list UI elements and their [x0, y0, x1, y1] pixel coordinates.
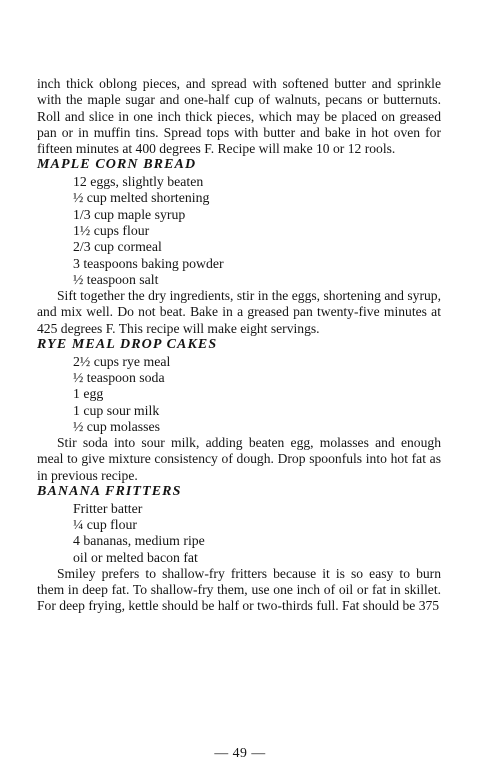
ingredient-item: 4 bananas, medium ripe	[73, 533, 205, 549]
ingredient-item: 2/3 cup cormeal	[73, 239, 162, 255]
ingredient-item: 1 egg	[73, 386, 104, 402]
ingredient-item: ½ cup molasses	[73, 418, 160, 434]
instructions-banana-fritters: Smiley prefers to shallow-fry fritters because it is so easy to burn them in deep fat. To shallow-fry them, use one inch of oil or fat in skillet. For deep frying, kettle should be half or two-thirds full. Fat should be 375	[37, 565, 441, 614]
ingredient-list-banana-fritters	[37, 501, 441, 566]
recipe-title-banana-fritters: BANANA FRITTERS	[37, 484, 182, 500]
cookbook-page	[37, 76, 441, 615]
ingredient-item: 3 teaspoons baking powder	[73, 255, 224, 271]
ingredient-item: oil or melted bacon fat	[73, 549, 198, 565]
ingredient-item: ½ cup melted shortening	[73, 190, 210, 206]
intro-paragraph: inch thick oblong pieces, and spread with softened butter and sprinkle with the maple sugar and one-half cup of walnuts, pecans or butternuts. Roll and slice in one inch thick pieces, which may be placed on greased pan or in muffin tins. Spread tops with butter and bake in hot oven for fifteen minutes at 400 degrees F. Recipe will make 10 or 12 rools.	[37, 76, 441, 157]
ingredient-list-maple-corn-bread	[37, 174, 441, 288]
ingredient-item: ½ teaspoon salt	[73, 271, 159, 287]
page-number: — 49 —	[214, 745, 266, 760]
instructions-rye-meal-drop-cakes: Stir soda into sour milk, adding beaten egg, molasses and enough meal to give mixture consistency of dough. Drop spoonfuls into hot fat as in previous recipe.	[37, 435, 441, 483]
instructions-maple-corn-bread: Sift together the dry ingredients, stir in the eggs, shortening and syrup, and mix well. Do not beat. Bake in a greased pan twenty-five minutes at 425 degrees F. This recipe will make eight servings.	[37, 288, 441, 336]
ingredient-item: 1 cup sour milk	[73, 402, 160, 418]
ingredient-item: ½ teaspoon soda	[73, 369, 165, 385]
ingredient-item: 2½ cups rye meal	[73, 353, 171, 369]
ingredient-list-rye-meal-drop-cakes	[37, 354, 441, 435]
ingredient-item: 1/3 cup maple syrup	[73, 206, 186, 222]
ingredient-item: 12 eggs, slightly beaten	[73, 174, 204, 190]
ingredient-item: 1½ cups flour	[73, 222, 150, 238]
recipe-title-maple-corn-bread: MAPLE CORN BREAD	[37, 157, 197, 173]
recipe-title-rye-meal-drop-cakes: RYE MEAL DROP CAKES	[37, 337, 218, 353]
ingredient-item: Fritter batter	[73, 500, 143, 516]
ingredient-item: ¼ cup flour	[73, 516, 137, 532]
